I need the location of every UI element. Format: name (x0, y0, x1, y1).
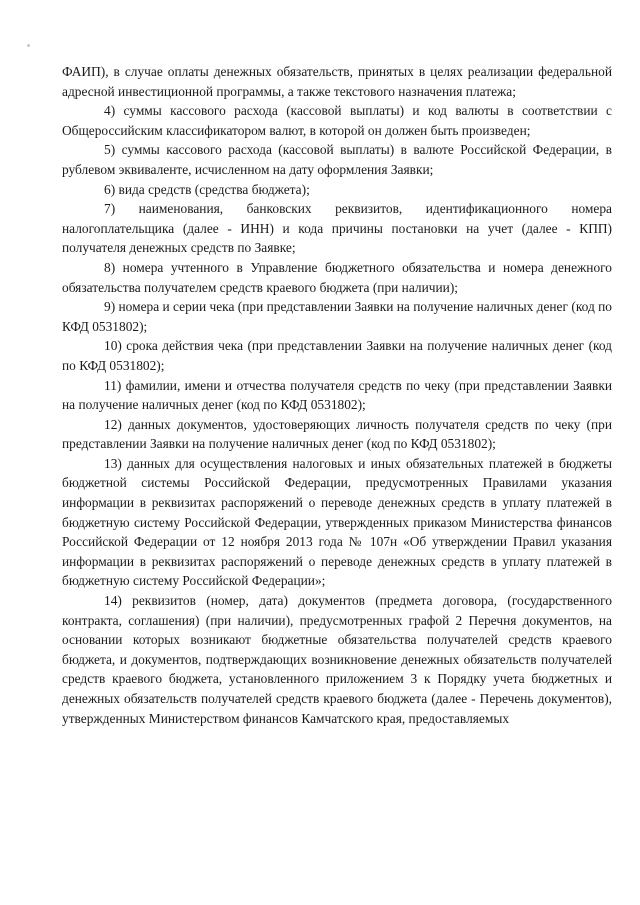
paragraph-item-8: 8) номера учтенного в Управление бюджетного обязательства и номера денежного обязательства получателем средств краевого бюджета (при наличии); (62, 259, 612, 295)
paragraph-item-4: 4) суммы кассового расхода (кассовой выплаты) и код валюты в соответствии с Общероссийским классификатором валют, в которой он должен быть произведен; (62, 103, 612, 138)
paragraph-item-12: 12) данных документов, удостоверяющих личность получателя средств по чеку (при представлении Заявки на получение наличных денег (код по КФД 0531802); (62, 416, 612, 452)
scan-speck (27, 44, 30, 47)
paragraph-item-6: 6) вида средств (средства бюджета); (104, 181, 310, 197)
paragraph-item-11: 11) фамилии, имени и отчества получателя средств по чеку (при представлении Заявки на получение наличных денег (код по КФД 0531802); (62, 377, 612, 413)
paragraph-continuation: ФАИП), в случае оплаты денежных обязательств, принятых в целях реализации федеральной адресной инвестиционной программы, а также текстового назначения платежа; (62, 64, 612, 99)
paragraph-item-13: 13) данных для осуществления налоговых и иных обязательных платежей в бюджеты бюджетной системы Российской Федерации, предусмотренных Правилами указания информации в реквизитах распоряжений о переводе денежных средств в уплату платежей в бюджетную систему Российской Федерации, утвержденных приказом Министерства финансов Российской Федерации от 12 ноября 2013 года № 107н «Об утверждении Правил указания информации в реквизитах распоряжений о переводе денежных средств в уплату платежей в бюджетную систему Российской Федерации»; (62, 455, 612, 589)
paragraph-item-9: 9) номера и серии чека (при представлении Заявки на получение наличных денег (код по КФД 0531802); (62, 299, 612, 334)
paragraph-item-5: 5) суммы кассового расхода (кассовой выплаты) в валюте Российской Федерации, в рублевом эквиваленте, исчисленном на дату оформления Заявки; (62, 142, 612, 177)
paragraph-item-14: 14) реквизитов (номер, дата) документов (предмета договора, (государственного контракта, соглашения) (при наличии), предусмотренных графой 2 Перечня документов, на основании которых возникают бюджетные обязательства получателей средств краевого бюджета, и документов, подтверждающих возникновение денежных обязательств получателей средств краевого бюджета, установленного приложением 3 к Порядку учета бюджетных и денежных обязательств получателей средств краевого бюджета (далее - Перечень документов), утвержденных Министерством финансов Камчатского края, предоставляемых (62, 593, 612, 726)
paragraph-item-10: 10) срока действия чека (при представлении Заявки на получение наличных денег (код по КФД 0531802); (62, 338, 612, 373)
document-page (62, 62, 612, 728)
paragraph-item-7: 7) наименования, банковских реквизитов, идентификационного номера налогоплательщика (далее - ИНН) и кода причины постановки на учет (далее - КПП) получателя денежных средств по Заявке; (62, 201, 612, 256)
